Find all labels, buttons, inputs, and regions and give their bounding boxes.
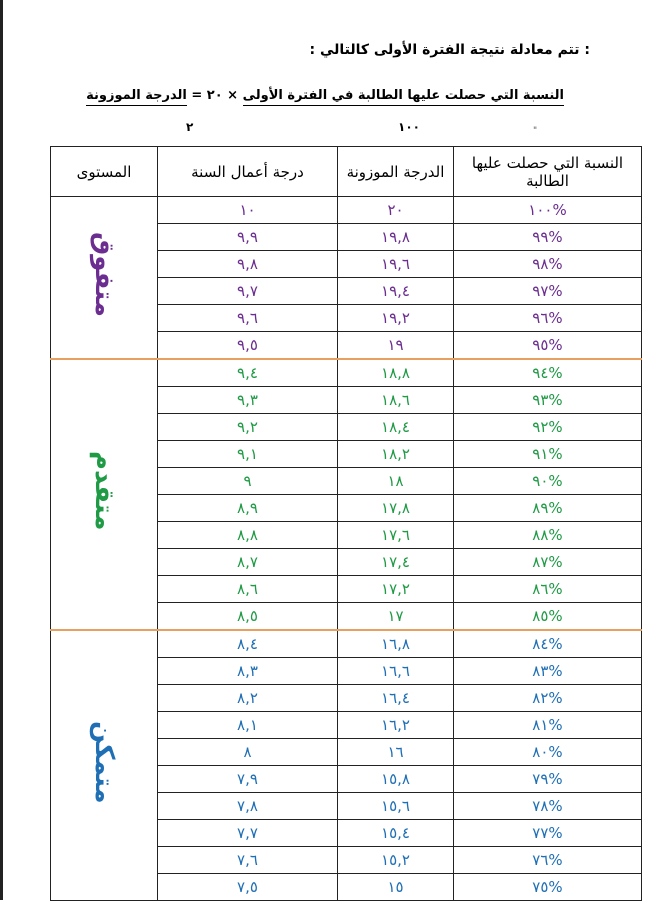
page-left-border (0, 0, 3, 900)
weighted-cell: ١٩,٢ (338, 305, 454, 332)
percent-cell: %٨١ (454, 712, 642, 739)
percent-cell: %٩٩ (454, 224, 642, 251)
yearwork-cell: ٩,٧ (158, 278, 338, 305)
formula (86, 88, 564, 103)
yearwork-cell: ٨,٢ (158, 685, 338, 712)
table-row (51, 359, 642, 387)
weighted-cell: ١٧ (338, 603, 454, 631)
weighted-cell: ١٧,٨ (338, 495, 454, 522)
weighted-cell: ١٩,٤ (338, 278, 454, 305)
percent-cell: %٨٠ (454, 739, 642, 766)
yearwork-cell: ٩,١ (158, 441, 338, 468)
weighted-cell: ١٨,٨ (338, 359, 454, 387)
table-header-row (51, 147, 642, 197)
percent-cell: %٨٢ (454, 685, 642, 712)
percent-cell: %٨٥ (454, 603, 642, 631)
percent-cell: %٩٦ (454, 305, 642, 332)
weighted-cell: ١٧,٢ (338, 576, 454, 603)
yearwork-cell: ١٠ (158, 197, 338, 224)
intro-text: : تتم معادلة نتيجة الفترة الأولى كالتالي : (309, 42, 590, 58)
percent-cell: %٩٨ (454, 251, 642, 278)
percent-cell: %٩٣ (454, 387, 642, 414)
weighted-cell: ١٦,٦ (338, 658, 454, 685)
level-cell (51, 197, 158, 360)
yearwork-cell: ٨,٣ (158, 658, 338, 685)
yearwork-cell: ٩,٢ (158, 414, 338, 441)
percent-cell: %٧٦ (454, 847, 642, 874)
yearwork-cell: ٨ (158, 739, 338, 766)
header-level: المستوى (51, 147, 158, 197)
yearwork-cell: ٧,٧ (158, 820, 338, 847)
yearwork-cell: ٩,٩ (158, 224, 338, 251)
percent-cell: %٧٧ (454, 820, 642, 847)
yearwork-cell: ٧,٥ (158, 874, 338, 901)
yearwork-cell: ٩,٤ (158, 359, 338, 387)
yearwork-cell: ٧,٩ (158, 766, 338, 793)
level-label: متمكن (89, 720, 119, 804)
header-percent: النسبة التي حصلت عليها الطالبة (454, 147, 642, 197)
percent-cell: %٨٤ (454, 630, 642, 658)
header-yearwork: درجة أعمال السنة (158, 147, 338, 197)
percent-cell: %٧٨ (454, 793, 642, 820)
yearwork-cell: ٩,٦ (158, 305, 338, 332)
weighted-cell: ١٦,٨ (338, 630, 454, 658)
percent-cell: %١٠٠ (454, 197, 642, 224)
grades-table (50, 146, 642, 901)
weighted-cell: ١٦,٤ (338, 685, 454, 712)
weighted-cell: ٢٠ (338, 197, 454, 224)
weighted-cell: ١٨,٤ (338, 414, 454, 441)
weighted-cell: ١٧,٤ (338, 549, 454, 576)
percent-cell: %٩٠ (454, 468, 642, 495)
percent-cell: %٩٥ (454, 332, 642, 360)
percent-cell: %٨٦ (454, 576, 642, 603)
weighted-cell: ١٦,٢ (338, 712, 454, 739)
weighted-cell: ١٩,٦ (338, 251, 454, 278)
yearwork-cell: ٩,٥ (158, 332, 338, 360)
yearwork-cell: ٨,٥ (158, 603, 338, 631)
percent-cell: %٧٩ (454, 766, 642, 793)
weighted-cell: ١٨ (338, 468, 454, 495)
percent-cell: %٩٢ (454, 414, 642, 441)
percent-cell: %٨٣ (454, 658, 642, 685)
percent-cell: %٨٩ (454, 495, 642, 522)
formula-left-term: النسبة التي حصلت عليها الطالبة في الفترة الأولى (243, 88, 564, 106)
weighted-cell: ١٨,٦ (338, 387, 454, 414)
table-row (51, 197, 642, 224)
stray-mark: " (533, 126, 538, 136)
level-cell (51, 630, 158, 901)
header-weighted: الدرجة الموزونة (338, 147, 454, 197)
formula-denominator-main: ١٠٠ (398, 120, 420, 134)
percent-cell: %٨٨ (454, 522, 642, 549)
weighted-cell: ١٥ (338, 874, 454, 901)
percent-cell: %٨٧ (454, 549, 642, 576)
yearwork-cell: ٩,٨ (158, 251, 338, 278)
weighted-cell: ١٥,٦ (338, 793, 454, 820)
table-body (51, 197, 642, 901)
yearwork-cell: ٨,٤ (158, 630, 338, 658)
percent-cell: %٧٥ (454, 874, 642, 901)
weighted-cell: ١٦ (338, 739, 454, 766)
formula-denominator-result: ٢ (186, 120, 194, 134)
yearwork-cell: ٩ (158, 468, 338, 495)
yearwork-cell: ٩,٣ (158, 387, 338, 414)
yearwork-cell: ٨,٩ (158, 495, 338, 522)
percent-cell: %٩٤ (454, 359, 642, 387)
level-label: متقدم (89, 451, 119, 531)
weighted-cell: ١٥,٢ (338, 847, 454, 874)
percent-cell: %٩١ (454, 441, 642, 468)
level-cell (51, 359, 158, 630)
yearwork-cell: ٨,٨ (158, 522, 338, 549)
weighted-cell: ١٥,٤ (338, 820, 454, 847)
percent-cell: %٩٧ (454, 278, 642, 305)
formula-result: الدرجة الموزونة (86, 88, 187, 106)
level-label: متفوق (89, 231, 119, 317)
yearwork-cell: ٧,٦ (158, 847, 338, 874)
weighted-cell: ١٧,٦ (338, 522, 454, 549)
weighted-cell: ١٩,٨ (338, 224, 454, 251)
weighted-cell: ١٨,٢ (338, 441, 454, 468)
table-row (51, 630, 642, 658)
yearwork-cell: ٨,٧ (158, 549, 338, 576)
formula-operator: × ٢٠ = (191, 88, 239, 103)
weighted-cell: ١٥,٨ (338, 766, 454, 793)
yearwork-cell: ٧,٨ (158, 793, 338, 820)
weighted-cell: ١٩ (338, 332, 454, 360)
yearwork-cell: ٨,١ (158, 712, 338, 739)
yearwork-cell: ٨,٦ (158, 576, 338, 603)
